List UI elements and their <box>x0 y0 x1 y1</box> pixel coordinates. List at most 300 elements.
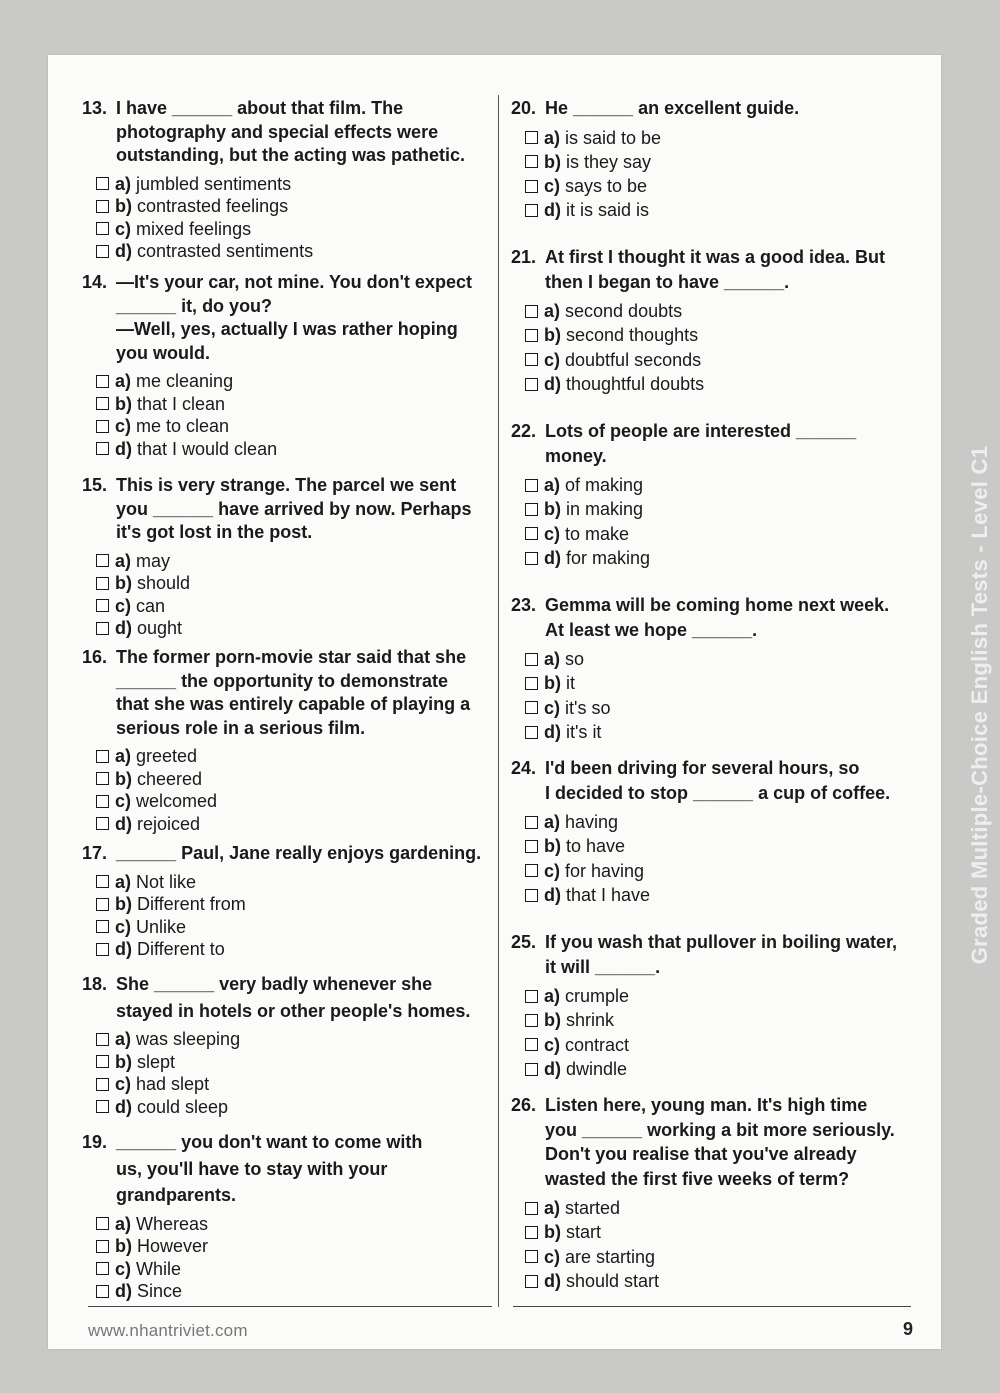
option-letter: d) <box>544 200 561 221</box>
option-letter: a) <box>115 1029 132 1049</box>
checkbox-icon[interactable] <box>96 898 109 911</box>
option-letter: d) <box>544 1270 561 1291</box>
question-25 <box>511 931 916 1081</box>
checkbox-icon[interactable] <box>525 305 538 318</box>
option-letter: c) <box>544 860 561 881</box>
checkbox-icon[interactable] <box>525 1250 538 1263</box>
option-text: Not like <box>136 871 197 892</box>
option-text: to make <box>565 523 630 544</box>
option-text: ought <box>137 618 183 638</box>
answer-options <box>82 871 494 961</box>
checkbox-icon[interactable] <box>96 577 109 590</box>
question-number: 13. <box>82 98 108 118</box>
option-text: it's so <box>565 697 611 718</box>
option-d[interactable] <box>96 617 494 640</box>
option-letter: c) <box>115 1258 132 1279</box>
option-d[interactable] <box>525 1269 916 1293</box>
question-line: you ______ have arrived by now. Perhaps <box>116 498 472 519</box>
question-line: it's got lost in the post. <box>116 522 313 542</box>
checkbox-icon[interactable] <box>96 750 109 763</box>
option-d[interactable] <box>96 240 494 263</box>
checkbox-icon[interactable] <box>96 772 109 785</box>
option-letter: a) <box>544 127 561 148</box>
option-c[interactable] <box>525 1245 916 1269</box>
question-stem <box>511 594 916 642</box>
option-letter: c) <box>115 791 132 811</box>
option-letter: c) <box>115 416 132 436</box>
question-22 <box>511 420 916 570</box>
question-line: you ______ working a bit more seriously. <box>545 1119 895 1140</box>
footer-divider-right <box>513 1306 911 1307</box>
option-text: for having <box>565 860 645 881</box>
option-text: contrasted sentiments <box>137 241 314 261</box>
option-b[interactable] <box>96 393 494 416</box>
option-b[interactable] <box>525 671 916 695</box>
option-text: me to clean <box>136 416 230 436</box>
question-line: ______ Paul, Jane really enjoys gardening. <box>116 843 482 863</box>
question-line: I'd been driving for several hours, so <box>545 758 860 778</box>
option-letter: c) <box>544 1246 561 1267</box>
checkbox-icon[interactable] <box>525 552 538 565</box>
option-c[interactable] <box>96 790 494 813</box>
option-b[interactable] <box>96 893 494 916</box>
option-a[interactable] <box>96 370 494 393</box>
option-b[interactable] <box>96 195 494 218</box>
question-13 <box>82 97 494 263</box>
option-a[interactable] <box>525 1196 916 1220</box>
option-text: should <box>137 573 191 593</box>
option-letter: a) <box>115 550 132 571</box>
checkbox-icon[interactable] <box>96 875 109 888</box>
question-21 <box>511 246 916 396</box>
question-stem <box>82 474 494 545</box>
option-a[interactable] <box>96 550 494 573</box>
option-text: crumple <box>565 986 630 1006</box>
option-text: should start <box>566 1270 660 1291</box>
option-text: are starting <box>565 1246 656 1267</box>
option-letter: c) <box>544 1034 561 1055</box>
question-line: I have ______ about that film. The <box>116 98 404 118</box>
option-d[interactable] <box>96 438 494 461</box>
question-number: 23. <box>511 595 537 615</box>
checkbox-icon[interactable] <box>96 1217 109 1230</box>
checkbox-icon[interactable] <box>525 479 538 492</box>
option-letter: a) <box>544 649 561 669</box>
checkbox-icon[interactable] <box>96 1055 109 1068</box>
question-number: 14. <box>82 272 108 292</box>
option-d[interactable] <box>525 1057 916 1081</box>
option-c[interactable] <box>96 218 494 241</box>
checkbox-icon[interactable] <box>525 353 538 366</box>
question-stem <box>511 757 916 805</box>
checkbox-icon[interactable] <box>525 701 538 714</box>
checkbox-icon[interactable] <box>96 1240 109 1253</box>
checkbox-icon[interactable] <box>96 920 109 933</box>
option-c[interactable] <box>525 348 916 372</box>
option-a[interactable] <box>96 173 494 196</box>
question-line: He ______ an excellent guide. <box>545 98 800 118</box>
question-24 <box>511 757 916 907</box>
option-c[interactable] <box>525 1033 916 1057</box>
checkbox-icon[interactable] <box>96 795 109 808</box>
option-text: second thoughts <box>566 325 699 346</box>
option-text: for making <box>566 547 651 568</box>
checkbox-icon[interactable] <box>525 1038 538 1051</box>
option-letter: b) <box>115 573 132 593</box>
question-number: 15. <box>82 475 108 495</box>
option-text: doubtful seconds <box>565 349 702 370</box>
checkbox-icon[interactable] <box>96 245 109 258</box>
option-d[interactable] <box>525 720 916 744</box>
checkbox-icon[interactable] <box>525 816 538 829</box>
option-letter: c) <box>115 595 132 616</box>
option-b[interactable] <box>525 497 916 521</box>
option-letter: b) <box>115 393 132 414</box>
checkbox-icon[interactable] <box>525 1226 538 1239</box>
option-c[interactable] <box>525 859 916 883</box>
option-a[interactable] <box>525 299 916 323</box>
option-text: thoughtful doubts <box>566 373 705 394</box>
option-letter: b) <box>544 325 561 346</box>
question-18 <box>82 973 494 1118</box>
question-23 <box>511 594 916 744</box>
option-b[interactable] <box>96 572 494 595</box>
question-text <box>116 646 494 740</box>
question-line: ______ you don't want to come with <box>116 1132 423 1152</box>
option-letter: b) <box>115 1051 132 1072</box>
option-text: While <box>136 1258 182 1279</box>
question-line: you would. <box>116 342 210 363</box>
question-line: Lots of people are interested ______ <box>545 421 857 441</box>
option-text: Different from <box>137 894 246 914</box>
option-letter: d) <box>544 373 561 394</box>
answer-options <box>82 1213 494 1303</box>
option-c[interactable] <box>96 415 494 438</box>
option-a[interactable] <box>96 1028 494 1051</box>
option-text: Unlike <box>136 916 187 937</box>
question-stem <box>82 97 494 168</box>
option-d[interactable] <box>525 198 916 222</box>
question-26 <box>511 1094 916 1293</box>
option-d[interactable] <box>96 938 494 961</box>
option-text: dwindle <box>566 1058 628 1079</box>
option-text: it is said is <box>566 200 650 221</box>
option-a[interactable] <box>96 1213 494 1236</box>
answer-options <box>511 647 916 744</box>
question-number: 26. <box>511 1095 537 1115</box>
option-text: welcomed <box>136 791 218 811</box>
option-text: that I would clean <box>137 438 278 459</box>
question-20 <box>511 97 916 223</box>
option-c[interactable] <box>96 1258 494 1281</box>
answer-options <box>82 173 494 263</box>
checkbox-icon[interactable] <box>525 1014 538 1027</box>
option-c[interactable] <box>525 174 916 198</box>
option-text: jumbled sentiments <box>136 173 292 194</box>
option-b[interactable] <box>96 768 494 791</box>
question-number: 16. <box>82 647 108 667</box>
option-d[interactable] <box>96 1280 494 1303</box>
checkbox-icon[interactable] <box>525 155 538 168</box>
option-c[interactable] <box>96 595 494 618</box>
option-letter: a) <box>115 371 132 391</box>
checkbox-icon[interactable] <box>525 204 538 217</box>
option-d[interactable] <box>96 1096 494 1119</box>
checkbox-icon[interactable] <box>525 131 538 144</box>
option-b[interactable] <box>525 834 916 858</box>
option-letter: d) <box>544 1058 561 1079</box>
question-line: outstanding, but the acting was pathetic. <box>116 145 466 165</box>
option-a[interactable] <box>525 984 916 1008</box>
option-text: that I have <box>566 884 651 905</box>
question-line: photography and special effects were <box>116 121 439 142</box>
option-d[interactable] <box>96 813 494 836</box>
option-text: Whereas <box>136 1213 209 1234</box>
checkbox-icon[interactable] <box>96 200 109 213</box>
question-line: it will ______. <box>545 956 661 977</box>
option-letter: d) <box>115 438 132 459</box>
question-17 <box>82 842 494 961</box>
answer-options <box>511 126 916 223</box>
checkbox-icon[interactable] <box>525 329 538 342</box>
option-c[interactable] <box>525 696 916 720</box>
option-text: Since <box>137 1281 183 1301</box>
question-stem <box>82 973 494 1023</box>
question-line: wasted the first five weeks of term? <box>545 1168 850 1189</box>
option-text: says to be <box>565 176 648 197</box>
checkbox-icon[interactable] <box>96 1285 109 1298</box>
question-stem <box>511 1094 916 1191</box>
question-line: that she was entirely capable of playing a <box>116 694 471 714</box>
option-b[interactable] <box>525 323 916 347</box>
question-text <box>545 757 916 805</box>
option-letter: b) <box>115 768 132 789</box>
footer-divider-left <box>88 1306 492 1307</box>
question-line: grandparents. <box>116 1185 237 1205</box>
option-a[interactable] <box>96 871 494 894</box>
question-line: This is very strange. The parcel we sent <box>116 475 457 495</box>
question-line: At first I thought it was a good idea. But <box>545 247 885 267</box>
option-text: However <box>137 1236 209 1256</box>
checkbox-icon[interactable] <box>96 622 109 635</box>
question-text <box>116 973 494 1023</box>
checkbox-icon[interactable] <box>525 1202 538 1215</box>
option-text: second doubts <box>565 301 683 321</box>
option-letter: c) <box>544 349 561 370</box>
option-text: Different to <box>137 939 225 959</box>
question-line: —Well, yes, actually I was rather hoping <box>116 319 458 339</box>
checkbox-icon[interactable] <box>96 1078 109 1091</box>
option-text: it <box>566 673 575 694</box>
checkbox-icon[interactable] <box>525 726 538 739</box>
question-number: 19. <box>82 1132 108 1152</box>
option-letter: a) <box>115 871 132 892</box>
option-letter: b) <box>544 836 561 857</box>
checkbox-icon[interactable] <box>525 1275 538 1288</box>
option-text: slept <box>137 1051 176 1072</box>
answer-options <box>511 810 916 907</box>
checkbox-icon[interactable] <box>96 222 109 235</box>
answer-options <box>82 550 494 640</box>
checkbox-icon[interactable] <box>96 442 109 455</box>
option-b[interactable] <box>525 1220 916 1244</box>
option-b[interactable] <box>96 1051 494 1074</box>
question-text <box>116 1131 494 1208</box>
option-letter: a) <box>544 301 561 321</box>
option-letter: b) <box>544 151 561 172</box>
option-a[interactable] <box>525 810 916 834</box>
option-letter: d) <box>115 241 132 261</box>
checkbox-icon[interactable] <box>96 420 109 433</box>
option-text: may <box>136 550 171 571</box>
question-stem <box>511 246 916 294</box>
option-a[interactable] <box>525 647 916 671</box>
option-text: it's it <box>566 721 602 742</box>
checkbox-icon[interactable] <box>96 1033 109 1046</box>
checkbox-icon[interactable] <box>96 554 109 567</box>
question-line: If you wash that pullover in boiling water, <box>545 932 898 952</box>
question-line: ______ the opportunity to demonstrate <box>116 670 449 691</box>
checkbox-icon[interactable] <box>96 1262 109 1275</box>
option-d[interactable] <box>525 546 916 570</box>
question-stem <box>82 271 494 365</box>
answer-options <box>511 473 916 570</box>
option-letter: d) <box>115 1281 132 1301</box>
question-line: ______ it, do you? <box>116 295 273 316</box>
option-text: shrink <box>566 1010 615 1031</box>
option-letter: b) <box>544 673 561 694</box>
option-text: having <box>565 812 619 832</box>
option-text: could sleep <box>137 1096 229 1117</box>
question-number: 21. <box>511 247 537 267</box>
question-stem <box>82 1131 494 1208</box>
option-text: in making <box>566 499 644 520</box>
option-c[interactable] <box>96 1073 494 1096</box>
option-letter: c) <box>544 176 561 197</box>
checkbox-icon[interactable] <box>525 864 538 877</box>
checkbox-icon[interactable] <box>96 817 109 830</box>
option-a[interactable] <box>96 745 494 768</box>
question-line: stayed in hotels or other people's homes. <box>116 1000 471 1021</box>
question-stem <box>511 97 916 121</box>
checkbox-icon[interactable] <box>525 653 538 666</box>
checkbox-icon[interactable] <box>96 599 109 612</box>
question-line: serious role in a serious film. <box>116 717 366 738</box>
option-letter: b) <box>544 1222 561 1243</box>
checkbox-icon[interactable] <box>525 677 538 690</box>
question-stem <box>511 931 916 979</box>
checkbox-icon[interactable] <box>525 378 538 391</box>
workbook-page <box>48 55 941 1349</box>
checkbox-icon[interactable] <box>525 527 538 540</box>
answer-options <box>82 1028 494 1118</box>
column-divider <box>498 95 499 1307</box>
question-text <box>545 931 916 979</box>
option-b[interactable] <box>96 1235 494 1258</box>
checkbox-icon[interactable] <box>525 1063 538 1076</box>
checkbox-icon[interactable] <box>525 840 538 853</box>
checkbox-icon[interactable] <box>96 1100 109 1113</box>
option-letter: c) <box>115 916 132 937</box>
checkbox-icon[interactable] <box>96 375 109 388</box>
option-letter: c) <box>544 523 561 544</box>
checkbox-icon[interactable] <box>96 177 109 190</box>
option-text: had slept <box>136 1074 210 1094</box>
option-letter: d) <box>115 813 132 834</box>
option-text: mixed feelings <box>136 218 252 239</box>
option-c[interactable] <box>96 916 494 939</box>
option-letter: d) <box>544 547 561 568</box>
question-text <box>545 97 916 121</box>
option-text: is said to be <box>565 127 662 148</box>
question-16 <box>82 646 494 835</box>
answer-options <box>511 984 916 1081</box>
checkbox-icon[interactable] <box>525 180 538 193</box>
answer-options <box>511 299 916 396</box>
answer-options <box>511 1196 916 1293</box>
option-text: start <box>566 1222 602 1243</box>
question-number: 25. <box>511 932 537 952</box>
page-number: 9 <box>902 1319 913 1339</box>
option-a[interactable] <box>525 126 916 150</box>
question-line: The former porn-movie star said that she <box>116 647 467 667</box>
checkbox-icon[interactable] <box>96 943 109 956</box>
question-text <box>545 420 916 468</box>
question-line: —It's your car, not mine. You don't expect <box>116 272 472 292</box>
option-d[interactable] <box>525 883 916 907</box>
option-b[interactable] <box>525 1008 916 1032</box>
question-line: At least we hope ______. <box>545 619 758 640</box>
option-letter: a) <box>115 1213 132 1234</box>
question-number: 24. <box>511 758 537 778</box>
option-text: contrasted feelings <box>137 196 289 216</box>
option-b[interactable] <box>525 150 916 174</box>
question-text <box>116 474 494 545</box>
question-text <box>116 271 494 365</box>
question-line: money. <box>545 445 607 466</box>
question-text <box>545 246 916 294</box>
question-number: 17. <box>82 843 108 863</box>
option-letter: c) <box>115 218 132 239</box>
option-d[interactable] <box>525 372 916 396</box>
option-text: can <box>136 595 166 616</box>
footer-url: www.nhantriviet.com <box>88 1321 248 1340</box>
question-line: then I began to have ______. <box>545 271 790 292</box>
option-text: that I clean <box>137 393 226 414</box>
checkbox-icon[interactable] <box>525 503 538 516</box>
question-stem <box>82 842 494 866</box>
option-a[interactable] <box>525 473 916 497</box>
option-letter: d) <box>544 884 561 905</box>
question-number: 20. <box>511 98 537 118</box>
option-letter: b) <box>115 1236 132 1256</box>
question-line: I decided to stop ______ a cup of coffee. <box>545 782 891 803</box>
question-text <box>116 842 494 866</box>
question-text <box>545 594 916 642</box>
option-letter: c) <box>544 697 561 718</box>
option-letter: a) <box>544 812 561 832</box>
option-c[interactable] <box>525 522 916 546</box>
question-text <box>545 1094 916 1191</box>
question-line: Gemma will be coming home next week. <box>545 595 890 615</box>
checkbox-icon[interactable] <box>525 990 538 1003</box>
question-15 <box>82 474 494 640</box>
checkbox-icon[interactable] <box>525 889 538 902</box>
checkbox-icon[interactable] <box>96 397 109 410</box>
answer-options <box>82 370 494 460</box>
option-text: started <box>565 1198 621 1218</box>
question-stem <box>511 420 916 468</box>
